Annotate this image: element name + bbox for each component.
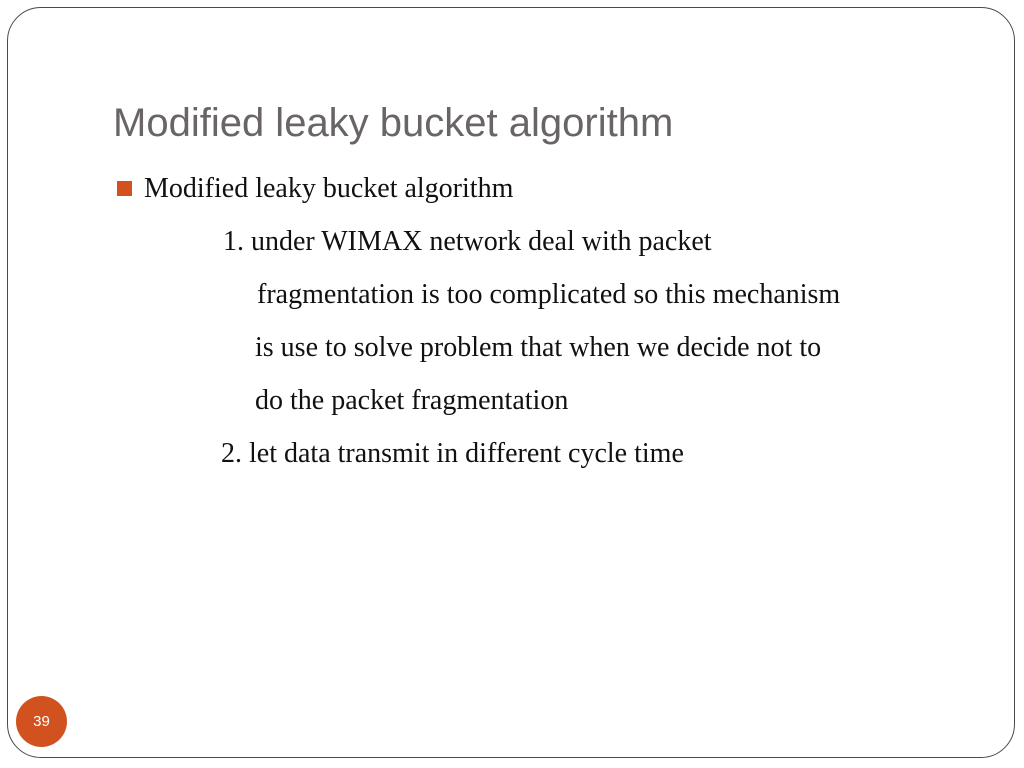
- text-line-3: is use to solve problem that when we decide not to: [255, 332, 822, 363]
- text-line-4: do the packet fragmentation: [255, 385, 569, 416]
- text-line-2: fragmentation is too complicated so this mechanism: [257, 279, 841, 310]
- square-bullet-icon: [117, 181, 132, 196]
- page-number-badge: 39: [16, 696, 67, 747]
- bullet-text: Modified leaky bucket algorithm: [144, 173, 514, 204]
- bullet-item: [117, 172, 513, 206]
- text-line-5: 2. let data transmit in different cycle time: [221, 438, 684, 469]
- slide-title: Modified leaky bucket algorithm: [113, 101, 674, 145]
- text-line-1: 1. under WIMAX network deal with packet: [223, 226, 712, 257]
